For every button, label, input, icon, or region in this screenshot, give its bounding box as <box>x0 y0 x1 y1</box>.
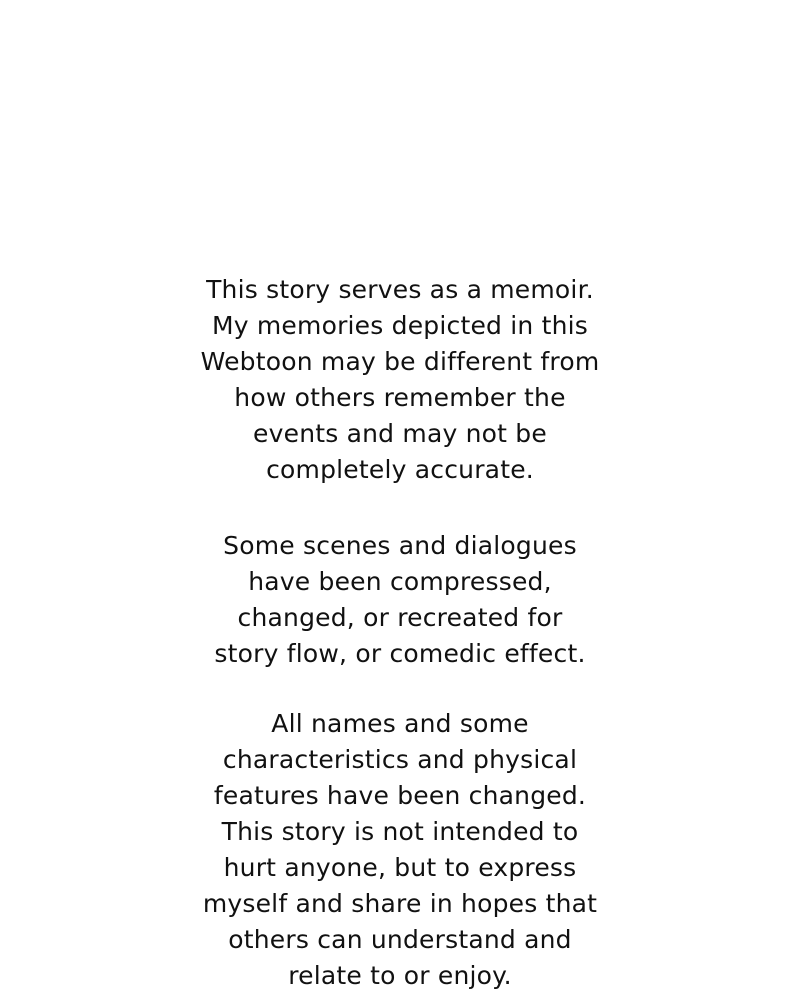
disclaimer-line: Webtoon may be different from <box>200 347 600 376</box>
disclaimer-line: This story serves as a memoir. <box>206 275 594 304</box>
disclaimer-line: characteristics and physical <box>222 745 578 774</box>
disclaimer-paragraph-scenes <box>0 528 800 672</box>
disclaimer-line: events and may not be <box>253 419 547 448</box>
disclaimer-line: completely accurate. <box>266 455 534 484</box>
disclaimer-paragraph-names <box>0 706 800 994</box>
disclaimer-line: story flow, or comedic effect. <box>214 639 586 668</box>
disclaimer-line: My memories depicted in this <box>211 311 589 340</box>
disclaimer-line: relate to or enjoy. <box>288 961 512 990</box>
disclaimer-paragraph-memoir <box>0 272 800 488</box>
disclaimer-line: This story is not intended to <box>221 817 579 846</box>
disclaimer-line: have been compressed, <box>248 567 552 596</box>
disclaimer-line: changed, or recreated for <box>237 603 563 632</box>
disclaimer-line: All names and some <box>271 709 529 738</box>
disclaimer-line: Some scenes and dialogues <box>223 531 577 560</box>
disclaimer-line: others can understand and <box>228 925 572 954</box>
disclaimer-line: hurt anyone, but to express <box>223 853 577 882</box>
disclaimer-line: how others remember the <box>234 383 566 412</box>
disclaimer-line: features have been changed. <box>213 781 587 810</box>
disclaimer-line: myself and share in hopes that <box>202 889 598 918</box>
